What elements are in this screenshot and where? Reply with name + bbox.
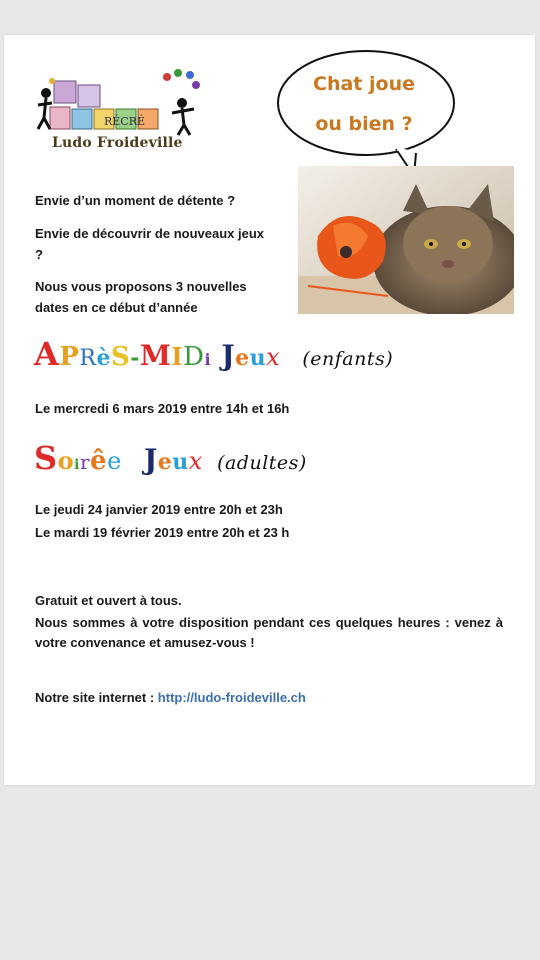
title-letter: P	[59, 342, 80, 372]
title-letter: R	[79, 346, 97, 371]
title-letter: S	[34, 439, 58, 477]
title-letter: A	[34, 335, 60, 373]
cat-photo	[298, 166, 514, 314]
svg-text:RÉCRÉ: RÉCRÉ	[104, 115, 146, 128]
title-letter: o	[57, 446, 75, 475]
website-link[interactable]: http://ludo-froideville.ch	[157, 690, 306, 705]
title-letter: S	[110, 342, 131, 372]
intro-line-3: Nous vous proposons 3 nouvelles dates en ce début d’année	[35, 279, 247, 315]
title-letter: e	[107, 447, 122, 475]
bubble-line-2: ou bien ?	[315, 113, 413, 135]
title-letter: -	[130, 345, 140, 371]
soiree-date-2: Le mardi 19 février 2019 entre 20h et 23 h	[35, 525, 290, 540]
title-letter: ê	[90, 446, 108, 476]
title-letter: r	[79, 450, 91, 474]
soiree-date-1: Le jeudi 24 janvier 2019 entre 20h et 23h	[35, 502, 283, 517]
title-letter: D	[183, 342, 205, 372]
website-line	[35, 690, 306, 705]
website-label: Notre site internet :	[35, 690, 158, 705]
title-letter: e	[235, 345, 250, 371]
title-letter: M	[139, 339, 172, 372]
title-letter: I	[171, 342, 184, 371]
apres-midi-date: Le mercredi 6 mars 2019 entre 14h et 16h	[35, 401, 290, 416]
info-free: Gratuit et ouvert à tous.	[35, 593, 182, 608]
title-letter: u	[172, 449, 189, 475]
title-letter: è	[96, 345, 111, 371]
title-letter: e	[157, 449, 173, 475]
logo-name: Ludo Froideville	[52, 135, 183, 151]
title-letter: i	[74, 457, 80, 473]
bubble-line-1: Chat joue	[313, 73, 415, 95]
apres-midi-title	[34, 335, 393, 373]
title-letter: i	[204, 350, 212, 369]
title-space	[211, 339, 221, 372]
title-letter: J	[144, 443, 158, 476]
title-letter: u	[249, 345, 267, 371]
info-paragraph: Nous sommes à votre disposition pendant ces quelques heures : venez à votre convenance et amusez-vous !	[35, 615, 503, 650]
intro-line-2: Envie de découvrir de nouveaux jeux ?	[35, 226, 265, 262]
intro-line-1: Envie d’un moment de détente ?	[35, 193, 236, 208]
apres-midi-subtitle: (enfants)	[302, 348, 394, 370]
title-space	[122, 443, 144, 476]
title-letter: x	[188, 447, 203, 475]
title-letter: x	[266, 343, 281, 371]
title-letter: J	[221, 339, 236, 372]
soiree-subtitle: (adultes)	[217, 452, 307, 474]
flyer-page	[4, 35, 535, 785]
soiree-title	[34, 439, 307, 477]
